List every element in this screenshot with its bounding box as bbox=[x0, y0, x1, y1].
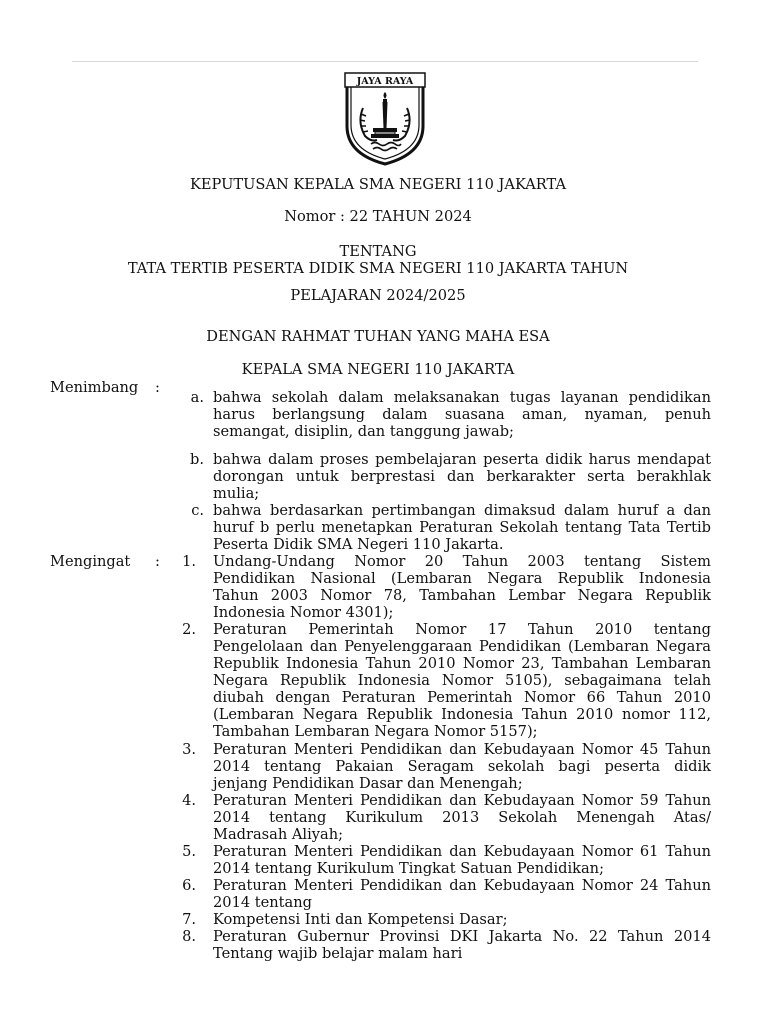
mengingat-item-marker: 3. bbox=[182, 741, 196, 758]
mengingat-item-line: Negara Republik Indonesia Nomor 5105), sebagaimana telah bbox=[213, 672, 711, 689]
subject-line-2: PELAJARAN 2024/2025 bbox=[290, 287, 466, 304]
mengingat-item bbox=[213, 621, 711, 740]
menimbang-item-line: bahwa sekolah dalam melaksanakan tugas layanan pendidikan bbox=[213, 389, 711, 406]
menimbang-item-line: harus berlangsung dalam suasana aman, nyaman, penuh bbox=[213, 406, 711, 423]
mengingat-item-line: Peraturan Menteri Pendidikan dan Kebudayaan Nomor 61 Tahun bbox=[213, 843, 711, 860]
mengingat-item-line: Peraturan Menteri Pendidikan dan Kebudayaan Nomor 59 Tahun bbox=[213, 792, 711, 809]
mengingat-item-line: Indonesia Nomor 4301); bbox=[213, 604, 394, 621]
mengingat-item bbox=[213, 741, 711, 792]
mengingat-item-line: Peraturan Menteri Pendidikan dan Kebudayaan Nomor 45 Tahun bbox=[213, 741, 711, 758]
subject-line-1: TATA TERTIB PESERTA DIDIK SMA NEGERI 110 JAKARTA TAHUN bbox=[127, 260, 629, 277]
about-heading: TENTANG bbox=[339, 243, 417, 260]
decree-title: KEPUTUSAN KEPALA SMA NEGERI 110 JAKARTA bbox=[189, 176, 567, 193]
mengingat-item-line: 2014 tentang Kurikulum Tingkat Satuan Pendidikan; bbox=[213, 860, 605, 877]
mengingat-item-line: diubah dengan Peraturan Pemerintah Nomor 66 Tahun 2010 bbox=[213, 689, 711, 706]
mengingat-item bbox=[213, 843, 711, 877]
menimbang-item-line: semangat, disiplin, dan tanggung jawab; bbox=[213, 423, 514, 440]
mengingat-item-marker: 6. bbox=[182, 877, 196, 894]
mengingat-item-line: Republik Indonesia Tahun 2010 Nomor 23, Tambahan Lembaran bbox=[213, 655, 711, 672]
mengingat-item bbox=[213, 928, 711, 962]
mengingat-item-line: Pendidikan Nasional (Lembaran Negara Republik Indonesia bbox=[213, 570, 711, 587]
mengingat-item bbox=[213, 877, 711, 911]
menimbang-item-line: Peserta Didik SMA Negeri 110 Jakarta. bbox=[213, 536, 504, 553]
menimbang-item-line: mulia; bbox=[213, 485, 260, 502]
menimbang-colon: : bbox=[155, 379, 160, 396]
menimbang-item bbox=[213, 451, 711, 502]
mengingat-item-line: Pengelolaan dan Penyelenggaraan Pendidikan (Lembaran Negara bbox=[213, 638, 711, 655]
mengingat-item-line: Peraturan Menteri Pendidikan dan Kebudayaan Nomor 24 Tahun bbox=[213, 877, 711, 894]
mengingat-label: Mengingat bbox=[50, 553, 131, 570]
mengingat-item-line: 2014 tentang Pakaian Seragam sekolah bagi peserta didik bbox=[213, 758, 711, 775]
mengingat-item-marker: 8. bbox=[182, 928, 196, 945]
jaya-raya-emblem-icon bbox=[341, 70, 429, 166]
menimbang-item-marker: a. bbox=[190, 389, 204, 406]
mengingat-item-marker: 2. bbox=[182, 621, 196, 638]
mengingat-item-line: Tentang wajib belajar malam hari bbox=[213, 945, 463, 962]
mengingat-item-marker: 1. bbox=[182, 553, 196, 570]
mengingat-item-line: Kompetensi Inti dan Kompetensi Dasar; bbox=[213, 911, 508, 928]
menimbang-item-line: bahwa berdasarkan pertimbangan dimaksud dalam huruf a dan bbox=[213, 502, 711, 519]
menimbang-item-marker: b. bbox=[190, 451, 204, 468]
menimbang-item bbox=[213, 389, 711, 440]
mengingat-colon: : bbox=[155, 553, 160, 570]
mengingat-item-line: 2014 tentang bbox=[213, 894, 312, 911]
menimbang-item bbox=[213, 502, 711, 553]
mengingat-item-line: Undang-Undang Nomor 20 Tahun 2003 tentang Sistem bbox=[213, 553, 711, 570]
menimbang-item-line: dorongan untuk berprestasi dan berkarakter serta berakhlak bbox=[213, 468, 711, 485]
mengingat-item bbox=[213, 792, 711, 843]
mengingat-item-marker: 7. bbox=[182, 911, 196, 928]
mengingat-item-line: Madrasah Aliyah; bbox=[213, 826, 344, 843]
mengingat-item bbox=[213, 553, 711, 621]
mengingat-item-line: jenjang Pendidikan Dasar dan Menengah; bbox=[213, 775, 523, 792]
mengingat-item-line: (Lembaran Negara Republik Indonesia Tahun 2010 nomor 112, bbox=[213, 706, 711, 723]
menimbang-item-marker: c. bbox=[191, 502, 204, 519]
mengingat-item-line: Peraturan Pemerintah Nomor 17 Tahun 2010 tentang bbox=[213, 621, 711, 638]
decree-number: Nomor : 22 TAHUN 2024 bbox=[284, 208, 472, 225]
mengingat-item-marker: 4. bbox=[182, 792, 196, 809]
emblem-text: JAYA RAYA bbox=[356, 76, 414, 87]
mengingat-item-marker: 5. bbox=[182, 843, 196, 860]
menimbang-label: Menimbang bbox=[50, 379, 139, 396]
mengingat-item-line: Peraturan Gubernur Provinsi DKI Jakarta No. 22 Tahun 2014 bbox=[213, 928, 711, 945]
menimbang-item-line: bahwa dalam proses pembelajaran peserta didik harus mendapat bbox=[213, 451, 711, 468]
signatory-heading: KEPALA SMA NEGERI 110 JAKARTA bbox=[241, 361, 515, 378]
top-divider bbox=[72, 61, 698, 62]
menimbang-item-line: huruf b perlu menetapkan Peraturan Sekolah tentang Tata Tertib bbox=[213, 519, 711, 536]
mengingat-item-line: Tambahan Lembaran Negara Nomor 5157); bbox=[213, 723, 538, 740]
mengingat-item-line: Tahun 2003 Nomor 78, Tambahan Lembar Negara Republik bbox=[213, 587, 711, 604]
invocation: DENGAN RAHMAT TUHAN YANG MAHA ESA bbox=[206, 328, 550, 345]
mengingat-item-line: 2014 tentang Kurikulum 2013 Sekolah Menengah Atas/ bbox=[213, 809, 711, 826]
mengingat-item bbox=[213, 911, 711, 928]
